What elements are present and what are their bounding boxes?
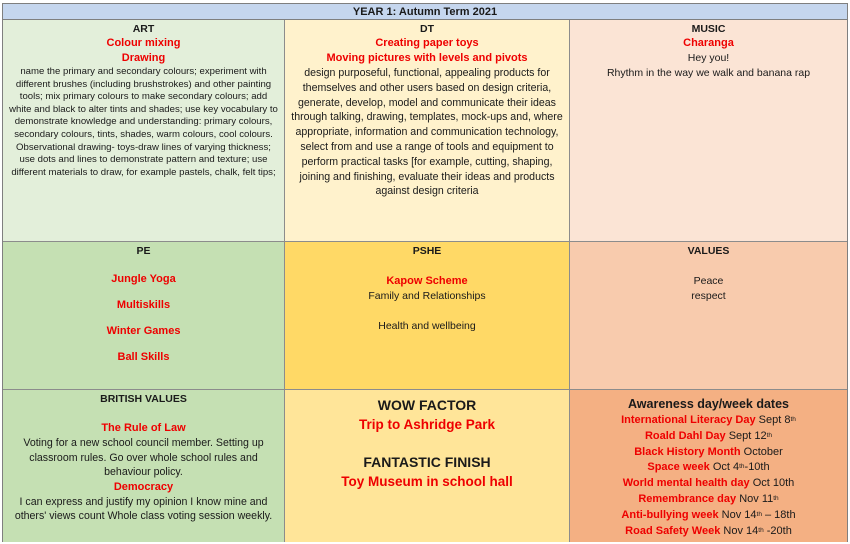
pshe-heading: PSHE	[412, 245, 442, 257]
pe-item-winter-games: Winter Games	[106, 325, 181, 337]
awareness-item: World mental health day Oct 10th	[622, 477, 795, 490]
pe-item-ball-skills: Ball Skills	[117, 351, 170, 363]
dt-heading: DT	[420, 23, 434, 35]
awareness-item: Anti-bullying week Nov 14th – 18th	[621, 508, 796, 521]
music-line-1: Hey you!	[687, 52, 730, 64]
pshe-cell	[285, 242, 570, 390]
dt-body: design purposeful, functional, appealing products for themselves and other users based on design criteria, generate, develop, model and communicate their ideas through talking, drawing, templates, mock-ups and, where appropriate, information and communication technology, select from and use a range of tools and equipment to perform practical tasks [for example, cutting, shaping, joining and finishing, evaluate their ideas and products against design criteria	[291, 67, 563, 198]
pe-heading: PE	[136, 245, 151, 257]
art-topic-drawing: Drawing	[121, 52, 166, 64]
wow-factor-cell	[285, 390, 570, 542]
british-values-cell	[3, 390, 285, 542]
british-values-body-democracy: I can express and justify my opinion I know mine and others' views count Whole class voting session weekly.	[14, 495, 273, 523]
dt-topic-moving-pictures: Moving pictures with levels and pivots	[326, 52, 528, 64]
music-line-2: Rhythm in the way we walk and banana rap	[606, 67, 811, 79]
pe-item-multiskills: Multiskills	[116, 299, 171, 311]
art-topic-colour-mixing: Colour mixing	[106, 37, 181, 49]
art-heading: ART	[132, 23, 155, 35]
pshe-line-1: Family and Relationships	[368, 290, 486, 302]
music-heading: MUSIC	[691, 23, 726, 35]
british-values-body-rule-of-law: Voting for a new school council member. Setting up classroom rules. Go over whole school rules and behaviour policy.	[23, 437, 264, 479]
page-title: YEAR 1: Autumn Term 2021	[3, 4, 847, 20]
art-body: name the primary and secondary colours; experiment with different brushes (including brushstrokes) and other painting tools; mix primary colours to make secondary colours; add white and black to alter tints and shades; use key vocabulary to demonstrate knowledge and understanding: primary colours, secondary colours, tints, shades, warm colours, cool colours.	[9, 66, 278, 140]
dt-topic-paper-toys: Creating paper toys	[375, 37, 479, 49]
british-values-topic-rule-of-law: The Rule of Law	[101, 422, 186, 434]
awareness-heading: Awareness day/week dates	[628, 397, 789, 411]
awareness-cell	[570, 390, 847, 542]
curriculum-table	[2, 3, 848, 542]
pshe-topic: Kapow Scheme	[386, 275, 468, 287]
awareness-item: Black History Month October	[634, 445, 783, 458]
music-topic: Charanga	[683, 37, 734, 49]
values-line-1: Peace	[693, 275, 724, 287]
awareness-item: Remembrance day Nov 11th	[638, 492, 779, 505]
awareness-item: Space week Oct 4th-10th	[647, 461, 770, 474]
art-body-drawing: Observational drawing- toys-draw lines of varying thickness; use dots and lines to demonstrate pattern and texture; use different materials to draw, for example pastels, chalk, felt tips;	[11, 141, 276, 178]
values-cell	[570, 242, 847, 390]
music-cell	[570, 20, 847, 242]
dt-cell	[285, 20, 570, 242]
awareness-item: Roald Dahl Day Sept 12th	[644, 429, 773, 442]
values-line-2: respect	[691, 290, 726, 302]
pe-item-jungle-yoga: Jungle Yoga	[111, 273, 176, 285]
british-values-heading: BRITISH VALUES	[100, 393, 187, 405]
fantastic-finish-heading: FANTASTIC FINISH	[363, 454, 491, 470]
british-values-topic-democracy: Democracy	[113, 480, 174, 493]
pe-list	[3, 258, 284, 363]
awareness-item: International Literacy Day Sept 8th	[621, 414, 796, 426]
awareness-item: Road Safety Week Nov 14th -20th	[625, 524, 792, 537]
values-heading: VALUES	[687, 245, 730, 257]
pe-cell	[3, 242, 285, 390]
pshe-line-2: Health and wellbeing	[378, 320, 476, 332]
fantastic-finish-event: Toy Museum in school hall	[341, 474, 513, 489]
wow-factor-trip: Trip to Ashridge Park	[358, 417, 496, 432]
art-cell	[3, 20, 285, 242]
wow-factor-heading: WOW FACTOR	[377, 397, 477, 413]
